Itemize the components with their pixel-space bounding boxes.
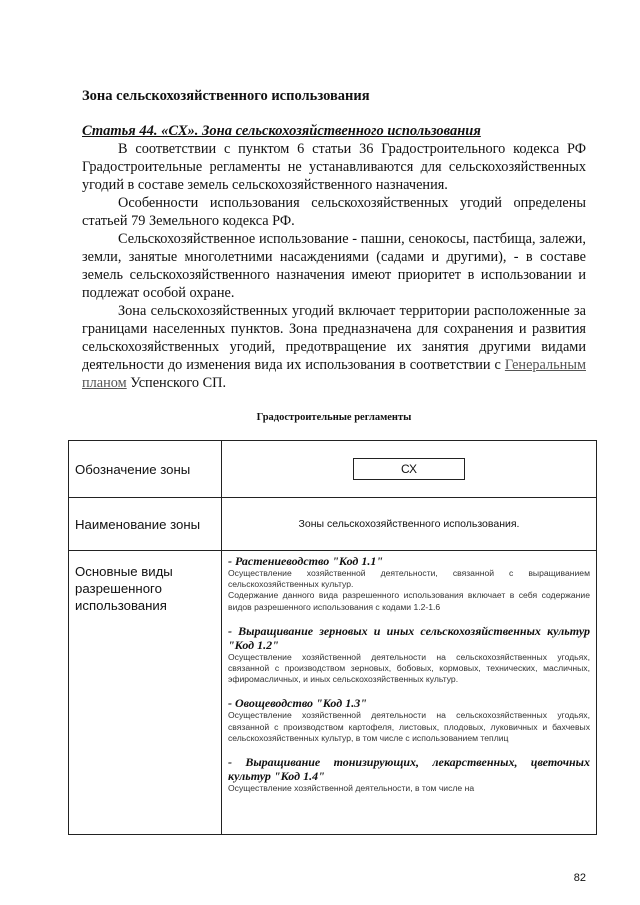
zone-code-label: Обозначение зоны (69, 441, 222, 498)
use-description: Осуществление хозяйственной деятельности на сельскохозяйственных угодьях, связанной с производством зерновых, бобовых, кормовых, технических, масличных, эфиромасличных, и иных сельскохозяйственных культур. (228, 651, 590, 685)
use-item (228, 624, 590, 686)
zone-code-cell (222, 441, 597, 498)
use-item (228, 755, 590, 794)
main-uses-label-cell (69, 551, 222, 835)
zone-name-value: Зоны сельскохозяйственного использования. (222, 498, 597, 551)
main-uses-label: Основные виды разрешенного использования (75, 564, 173, 613)
use-description: Осуществление хозяйственной деятельности на сельскохозяйственных угодьях, связанной с производством картофеля, листовых, плодовых, луковичных и бахчевых сельскохозяйственных культур, в том числе с использованием теплиц (228, 710, 590, 743)
general-plan-link[interactable]: Генеральным планом (82, 357, 586, 391)
paragraph-3: Сельскохозяйственное использование - пашни, сенокосы, пастбища, залежи, земли, занятые многолетними насаждениями (садами и другими), - в составе земель сельскохозяйственного назначения имеют приоритет в использовании и подлежат особой охране. (82, 231, 586, 301)
page-number: 82 (573, 872, 586, 884)
table-row-zone-code (69, 441, 597, 498)
main-uses-cell (222, 551, 597, 835)
table-row-main-uses (69, 551, 597, 835)
use-title: - Выращивание зерновых и иных сельскохозяйственных культур "Код 1.2" (228, 623, 590, 652)
use-title: - Выращивание тонизирующих, лекарственных, цветочных культур "Код 1.4" (228, 755, 590, 784)
table-row-zone-name (69, 498, 597, 551)
regulations-table (68, 440, 597, 835)
article-title: Статья 44. «СХ». Зона сельскохозяйственного использования (82, 123, 481, 139)
paragraph-4-text: Зона сельскохозяйственных угодий включает территории расположенные за границами населенных пунктов. Зона предназначена для сохранения и развития сельскохозяйственных угодий, предотвращение их занятия другими видами деятельности до изменения вида их использования в соответствии с (82, 303, 586, 373)
use-description: Осуществление хозяйственной деятельности, связанной с выращиванием сельскохозяйственных культур. (228, 568, 590, 590)
use-item (228, 551, 590, 613)
main-uses-list (228, 551, 590, 834)
paragraph-4-end: Успенского СП. (126, 375, 227, 391)
use-description-extra: Содержание данного вида разрешенного использования включает в себя содержание видов разрешенного использования с кодами 1.2-1.6 (228, 590, 590, 612)
zone-name-label: Наименование зоны (69, 498, 222, 551)
paragraph-2: Особенности использования сельскохозяйственных угодий определены статьей 79 Земельного кодекса РФ. (82, 195, 586, 229)
use-item (228, 696, 590, 744)
section-title: Зона сельскохозяйственного использования (82, 88, 370, 104)
use-title: - Овощеводство "Код 1.3" (228, 696, 367, 711)
paragraph-1: В соответствии с пунктом 6 статьи 36 Градостроительного кодекса РФ Градостроительные регламенты не устанавливаются для сельскохозяйственных угодий в составе земель сельскохозяйственного назначения. (82, 141, 586, 193)
regulations-title: Градостроительные регламенты (256, 412, 412, 423)
use-description: Осуществление хозяйственной деятельности, в том числе на (228, 783, 475, 794)
use-title: - Растениеводство "Код 1.1" (228, 554, 384, 568)
paragraph-4 (82, 302, 586, 392)
zone-code-badge: СХ (353, 458, 465, 480)
article-body (82, 140, 586, 392)
